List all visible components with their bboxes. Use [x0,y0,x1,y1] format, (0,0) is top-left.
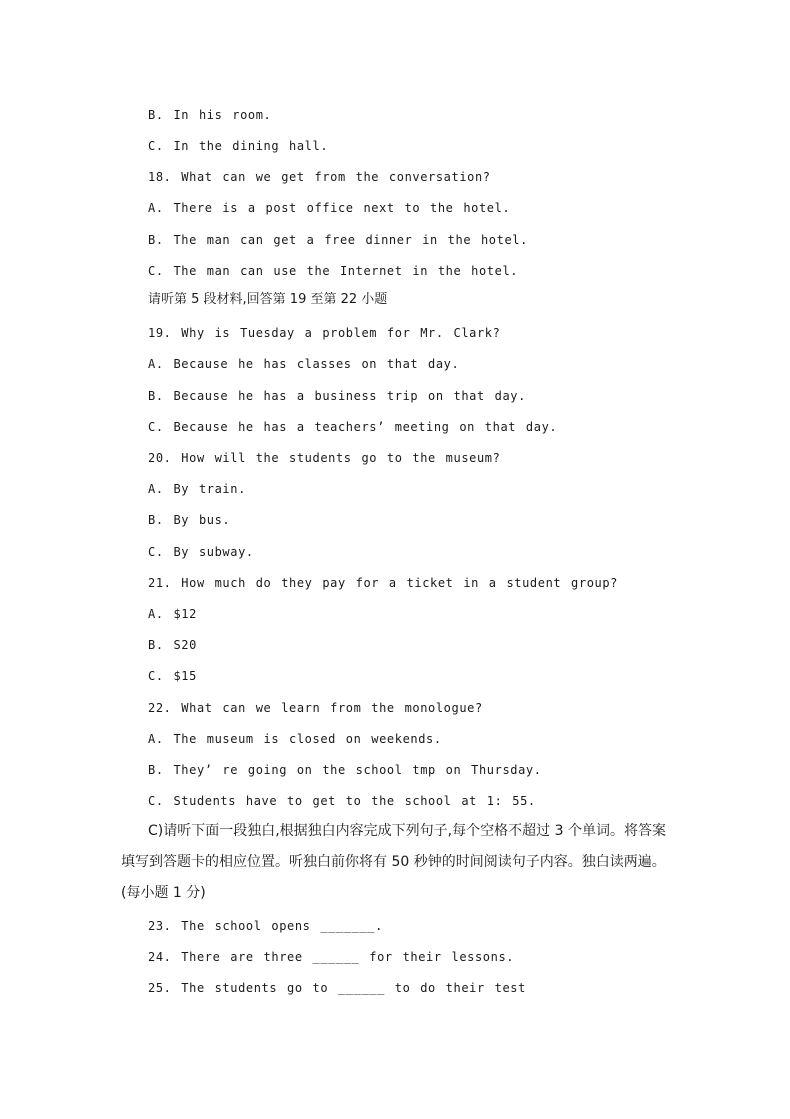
part-c-instruction-line-3: (每小题 1 分) [121,885,206,901]
part-c-instruction-line-1: C)请听下面一段独白,根据独白内容完成下列句子,每个空格不超过 3 个单词。将答案 [148,823,666,839]
option-17-b: B. In his room. [148,108,272,122]
option-19-b: B. Because he has a business trip on that day. [148,389,526,403]
section-5-instruction: 请听第 5 段材料,回答第 19 至第 22 小题 [148,292,388,307]
question-19: 19. Why is Tuesday a problem for Mr. Clark? [148,326,501,340]
question-24: 24. There are three ______ for their lessons. [148,950,515,964]
option-18-a: A. There is a post office next to the hotel. [148,201,511,215]
question-21: 21. How much do they pay for a ticket in a student group? [148,576,619,590]
option-21-b: B. S20 [148,638,197,652]
question-23: 23. The school opens _______. [148,919,383,933]
question-18: 18. What can we get from the conversation? [148,170,491,184]
option-22-b: B. They’ re going on the school tmp on Thursday. [148,763,542,777]
question-22: 22. What can we learn from the monologue? [148,701,483,715]
option-21-a: A. $12 [148,607,197,621]
option-18-c: C. The man can use the Internet in the hotel. [148,264,519,278]
part-c-instruction-line-2: 填写到答题卡的相应位置。听独白前你将有 50 秒钟的时间阅读句子内容。独白读两遍。 [121,854,666,870]
option-19-a: A. Because he has classes on that day. [148,357,460,371]
option-22-c: C. Students have to get to the school at 1: 55. [148,794,536,808]
option-20-c: C. By subway. [148,545,254,559]
option-20-b: B. By bus. [148,513,231,527]
option-22-a: A. The museum is closed on weekends. [148,732,442,746]
question-20: 20. How will the students go to the museum? [148,451,501,465]
option-20-a: A. By train. [148,482,246,496]
option-21-c: C. $15 [148,669,197,683]
option-18-b: B. The man can get a free dinner in the hotel. [148,233,528,247]
option-19-c: C. Because he has a teachers’ meeting on that day. [148,420,558,434]
question-25: 25. The students go to ______ to do their test [148,981,526,995]
option-17-c: C. In the dining hall. [148,139,329,153]
